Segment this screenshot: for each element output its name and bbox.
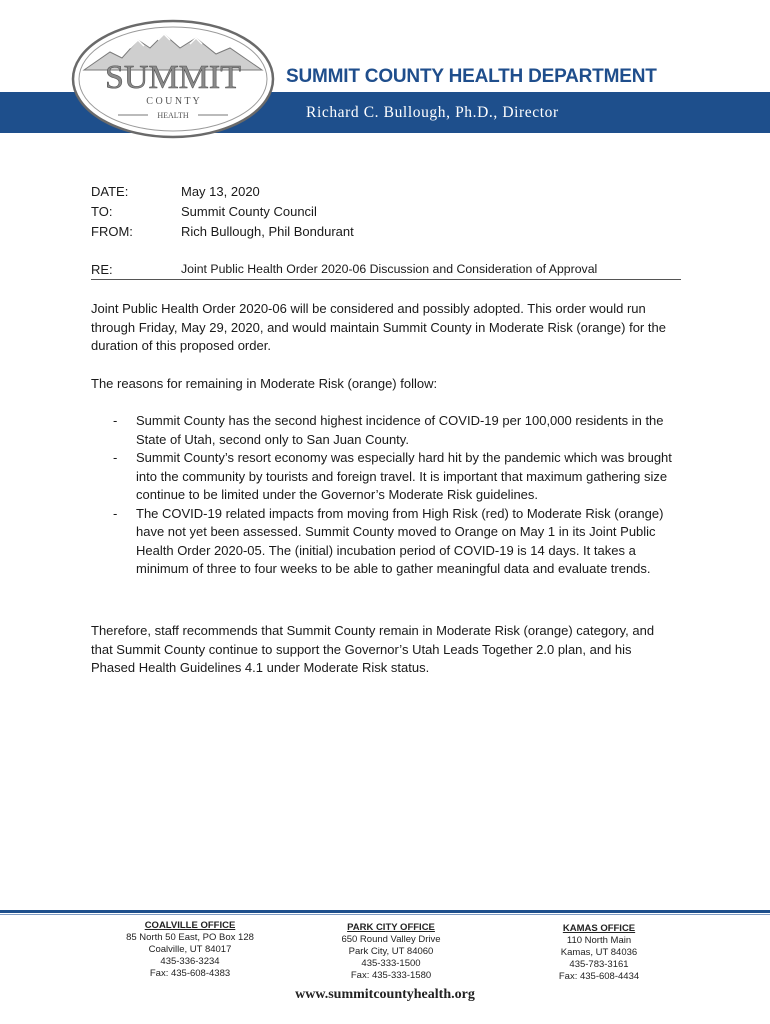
list-item: [113, 505, 673, 579]
bullet-dash: -: [113, 505, 118, 521]
footer-divider: [0, 910, 770, 913]
memo-divider: [91, 279, 681, 280]
logo-main-word: SUMMIT: [104, 59, 242, 96]
office-name: COALVILLE OFFICE: [144, 920, 236, 931]
office-phone: 435-333-1500: [361, 958, 421, 969]
intro-paragraph: Joint Public Health Order 2020-06 will be considered and possibly adopted. This order would run through Friday, May 29, 2020, and would maintain Summit County in Moderate Risk (orange) for the duration of this proposed order.: [91, 301, 666, 353]
summit-county-health-logo: [70, 18, 276, 140]
office-city-line: Kamas, UT 84036: [560, 947, 638, 958]
memo-from-value: Rich Bullough, Phil Bondurant: [181, 224, 354, 239]
memo-re-label: RE:: [91, 262, 113, 277]
director-line: Richard C. Bullough, Ph.D., Director: [306, 104, 559, 121]
reasons-list: [113, 412, 673, 579]
bullet-dash: -: [113, 450, 118, 465]
memo-date-label: DATE:: [91, 184, 129, 199]
logo-health-word: HEALTH: [157, 111, 189, 120]
office-city-line: Park City, UT 84060: [348, 946, 434, 957]
office-name: PARK CITY OFFICE: [347, 922, 435, 933]
logo-county-word: C O U N T Y: [146, 96, 200, 107]
conclusion-paragraph: Therefore, staff recommends that Summit County remain in Moderate Risk (orange) category, and that Summit County continue to support the Governor’s Utah Leads Together 2.0 plan, and his Phased Health Guidelines 4.1 under Moderate Risk status.: [91, 623, 655, 675]
office-fax: Fax: 435-333-1580: [350, 970, 432, 981]
memo-to-label: TO:: [91, 204, 113, 219]
footer-divider-thin: [0, 914, 770, 915]
reasons-heading: The reasons for remaining in Moderate Risk (orange) follow:: [91, 376, 438, 391]
office-kamas: [514, 923, 684, 983]
memo-to-value: Summit County Council: [181, 204, 317, 219]
list-item-text: Summit County’s resort economy was especially hard hit by the pandemic which was brought into the community by tourists and foreign travel. It is important that maximum gathering size continue to be limited under the Governor’s Moderate Risk guidelines.: [136, 450, 672, 502]
memo-re-value: Joint Public Health Order 2020-06 Discussion and Consideration of Approval: [181, 262, 598, 276]
office-address-line: 110 North Main: [566, 935, 632, 946]
office-fax: Fax: 435-608-4434: [558, 971, 640, 982]
bullet-dash: -: [113, 413, 118, 428]
office-phone: 435-336-3234: [160, 956, 220, 967]
memo-date-value: May 13, 2020: [181, 184, 260, 199]
office-city-line: Coalville, UT 84017: [148, 944, 232, 955]
office-coalville: [105, 920, 275, 980]
website-link[interactable]: www.summitcountyhealth.org: [295, 987, 475, 1002]
office-phone: 435-783-3161: [569, 959, 629, 970]
office-fax: Fax: 435-608-4383: [149, 968, 231, 979]
office-name: KAMAS OFFICE: [562, 923, 636, 934]
department-title: SUMMIT COUNTY HEALTH DEPARTMENT: [286, 66, 657, 87]
office-address-line: 85 North 50 East, PO Box 128: [126, 932, 254, 943]
list-item: [113, 449, 673, 505]
list-item: [113, 412, 673, 449]
list-item-text: The COVID-19 related impacts from moving from High Risk (red) to Moderate Risk (orange) have not yet been assessed. Summit County moved to Orange on May 1 in its Joint Public Health Order 2020-05. The (initial) incubation period of COVID-19 is 14 days. It takes a minimum of three to four weeks to be able to gather meaningful data and evaluate trends.: [136, 505, 664, 576]
list-item-text: Summit County has the second highest incidence of COVID-19 per 100,000 residents in the State of Utah, second only to San Juan County.: [136, 413, 664, 447]
memo-from-label: FROM:: [91, 224, 133, 239]
office-park-city: [306, 922, 476, 982]
office-address-line: 650 Round Valley Drive: [341, 934, 441, 945]
